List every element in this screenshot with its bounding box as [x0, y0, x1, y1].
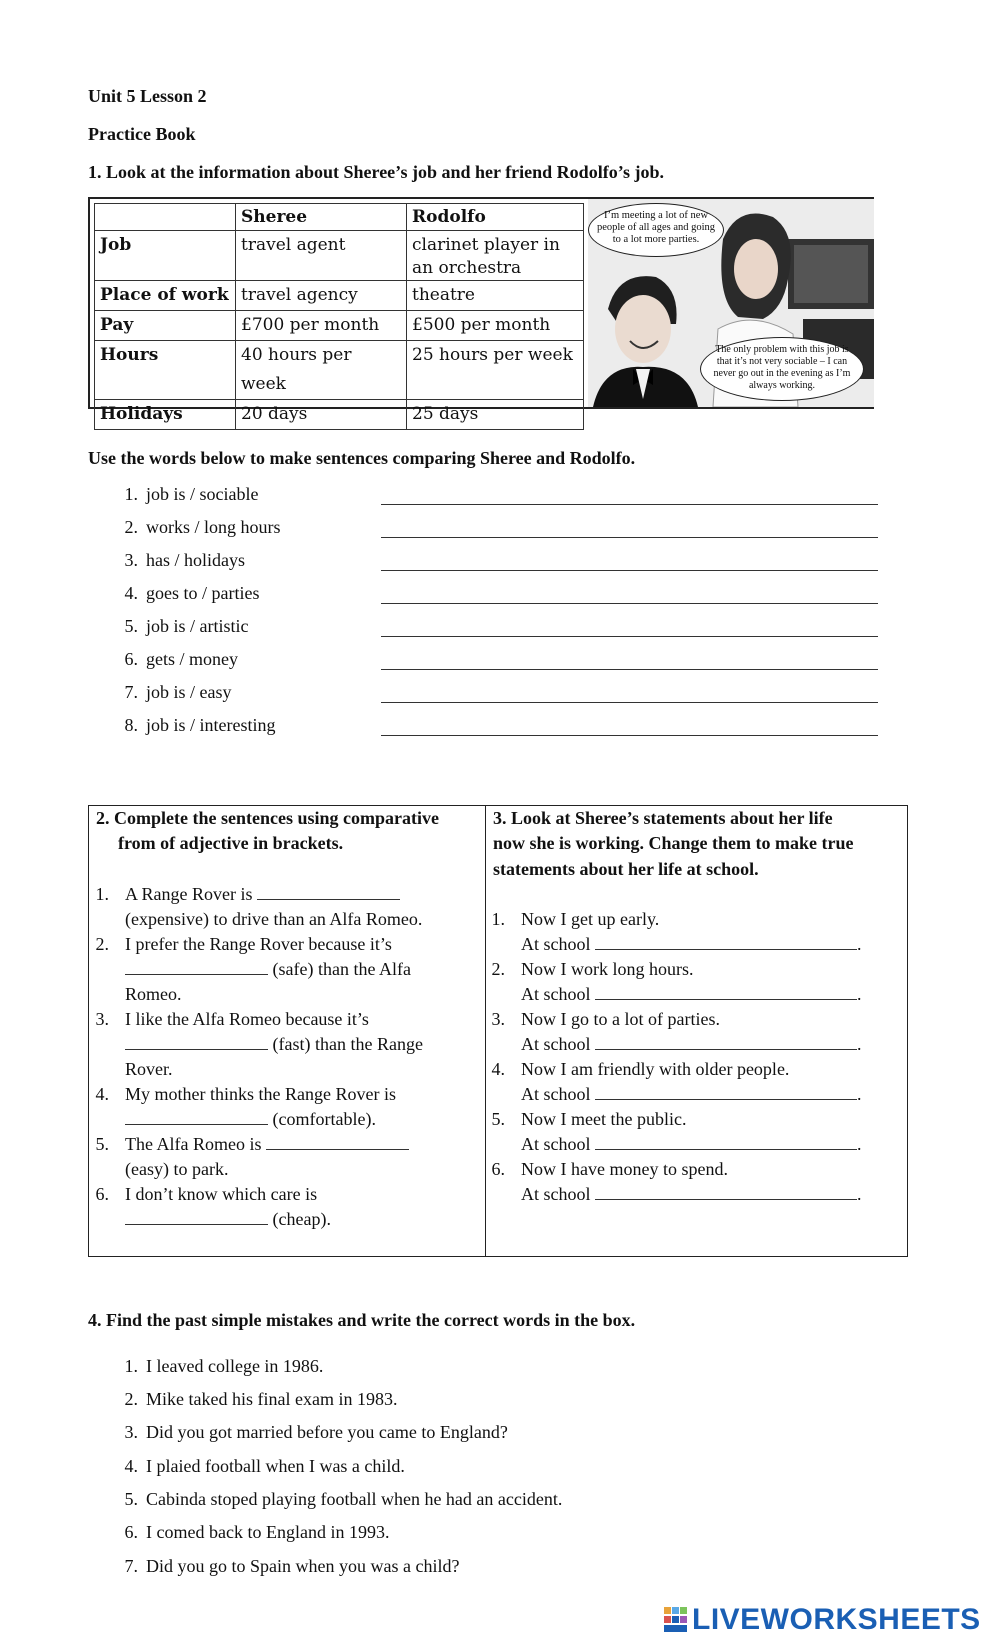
table-header-sheree: Sheree — [236, 204, 407, 231]
ex3-answer-row-2 — [521, 981, 862, 1007]
answer-blank[interactable] — [257, 899, 400, 900]
ex3-answer-row-6 — [521, 1181, 862, 1207]
logo-icon — [664, 1607, 688, 1633]
item-number: 4. — [124, 1456, 138, 1476]
item-number: 5. — [124, 1489, 138, 1509]
item-text: works / long hours — [146, 517, 281, 537]
job-table — [94, 203, 584, 430]
exercise3-title-3: statements about her life at school. — [493, 859, 759, 879]
list-item — [116, 616, 876, 642]
speech-bubble-rodolfo: The only problem with this job is that it’s not very sociable – I can never go out in the evening as I’m always working. — [700, 337, 864, 401]
table-header-rodolfo: Rodolfo — [407, 204, 584, 231]
at-school-label: At school — [521, 1084, 591, 1104]
logo-text: LIVEWORKSHEETS — [692, 1603, 981, 1636]
item-text: I leaved college in 1986. — [146, 1356, 324, 1376]
cell-rodolfo-place: theatre — [407, 281, 584, 311]
item-number: 6. — [124, 1522, 138, 1542]
answer-blank[interactable] — [595, 949, 857, 950]
people-photo — [588, 199, 874, 407]
exercise4-title: 4. Find the past simple mistakes and write the correct words in the box. — [88, 1310, 636, 1330]
item-number: 4. — [124, 583, 138, 603]
table-header-empty — [95, 204, 236, 231]
ex3-statement-1: Now I get up early. — [521, 909, 660, 929]
at-school-label: At school — [521, 934, 591, 954]
answer-line[interactable] — [381, 702, 878, 703]
answer-blank[interactable] — [595, 1099, 857, 1100]
item-text: Did you go to Spain when you was a child? — [146, 1556, 460, 1576]
item-number: 7. — [124, 682, 138, 702]
item-number: 5. — [124, 616, 138, 636]
ex2-line-4b — [125, 1106, 376, 1132]
item-number: 4. — [95, 1084, 109, 1104]
liveworksheets-logo[interactable] — [664, 1603, 981, 1637]
ex2-line-6b — [125, 1206, 331, 1232]
exercise3-title-1: 3. Look at Sheree’s statements about her life — [493, 808, 833, 828]
answer-blank[interactable] — [125, 1224, 268, 1225]
ex3-answer-row-3 — [521, 1031, 862, 1057]
ex3-answer-row-4 — [521, 1081, 862, 1107]
cell-rodolfo-hours: 25 hours per week — [407, 341, 584, 400]
at-school-label: At school — [521, 1184, 591, 1204]
item-number: 6. — [124, 649, 138, 669]
item-number: 7. — [124, 1556, 138, 1576]
exercise2-title-1: 2. Complete the sentences using comparative — [96, 808, 439, 828]
item-text: job is / interesting — [146, 715, 276, 735]
cell-sheree-place: travel agency — [236, 281, 407, 311]
ex2-line-2c: Romeo. — [125, 984, 182, 1004]
exercise3-title-2: now she is working. Change them to make true — [493, 833, 854, 853]
row-label-hours: Hours — [95, 341, 236, 400]
item-number: 5. — [95, 1134, 109, 1154]
ex3-statement-4: Now I am friendly with older people. — [521, 1059, 790, 1079]
answer-line[interactable] — [381, 669, 878, 670]
answer-line[interactable] — [381, 735, 878, 736]
item-text: (comfortable). — [272, 1109, 376, 1129]
exercise2-title-2: from of adjective in brackets. — [118, 833, 344, 853]
info-panel — [88, 197, 874, 424]
at-school-label: At school — [521, 1034, 591, 1054]
exercise3-column — [485, 806, 907, 1256]
item-number: 1. — [124, 484, 138, 504]
answer-blank[interactable] — [125, 1124, 268, 1125]
row-label-pay: Pay — [95, 311, 236, 341]
list-item — [116, 682, 876, 708]
item-number: 4. — [491, 1059, 505, 1079]
item-text: I plaied football when I was a child. — [146, 1456, 405, 1476]
item-number: 2. — [491, 959, 505, 979]
end-mark: . — [857, 984, 862, 1004]
exercise2-column — [89, 806, 486, 1256]
list-item — [116, 649, 876, 675]
item-text: The Alfa Romeo is — [125, 1134, 262, 1154]
cell-rodolfo-job — [407, 231, 584, 281]
list-item — [116, 583, 876, 609]
ex2-line-3b — [125, 1031, 423, 1057]
item-number: 3. — [491, 1009, 505, 1029]
list-item — [116, 715, 876, 741]
row-label-place: Place of work — [95, 281, 236, 311]
answer-blank[interactable] — [595, 999, 857, 1000]
unit-title: Unit 5 Lesson 2 — [88, 86, 207, 106]
ex2-line-5a — [125, 1131, 409, 1157]
answer-blank[interactable] — [595, 1199, 857, 1200]
item-text: Mike taked his final exam in 1983. — [146, 1389, 398, 1409]
ex2-line-5b: (easy) to park. — [125, 1159, 229, 1179]
answer-blank[interactable] — [125, 1049, 268, 1050]
ex2-line-2b — [125, 956, 411, 982]
end-mark: . — [857, 1134, 862, 1154]
item-number: 1. — [95, 884, 109, 904]
item-number: 1. — [491, 909, 505, 929]
item-number: 6. — [491, 1159, 505, 1179]
ex2-line-1b: (expensive) to drive than an Alfa Romeo. — [125, 909, 423, 929]
at-school-label: At school — [521, 1134, 591, 1154]
list-item — [116, 550, 876, 576]
book-title: Practice Book — [88, 124, 196, 144]
ex2-line-1a — [125, 881, 400, 907]
answer-line[interactable] — [381, 537, 878, 538]
item-number: 1. — [124, 1356, 138, 1376]
item-text: (safe) than the Alfa — [272, 959, 411, 979]
item-text: goes to / parties — [146, 583, 260, 603]
item-text: (cheap). — [272, 1209, 331, 1229]
end-mark: . — [857, 1184, 862, 1204]
item-text: job is / sociable — [146, 484, 259, 504]
ex2-line-3a: I like the Alfa Romeo because it’s — [125, 1009, 369, 1029]
item-number: 2. — [124, 1389, 138, 1409]
list-item — [116, 484, 876, 510]
ex3-statement-5: Now I meet the public. — [521, 1109, 687, 1129]
item-number: 5. — [491, 1109, 505, 1129]
ex2-line-4a: My mother thinks the Range Rover is — [125, 1084, 396, 1104]
exercise1-title: 1. Look at the information about Sheree’s job and her friend Rodolfo’s job. — [88, 162, 665, 182]
exercise1-instruction: Use the words below to make sentences comparing Sheree and Rodolfo. — [88, 448, 636, 468]
ex3-statement-6: Now I have money to spend. — [521, 1159, 728, 1179]
cell-rodolfo-job-2: an orchestra — [412, 258, 522, 278]
cell-sheree-job: travel agent — [236, 231, 407, 281]
row-label-job: Job — [95, 231, 236, 281]
speech-bubble-sheree: I’m meeting a lot of new people of all ages and going to a lot more parties. — [588, 203, 724, 257]
item-text: has / holidays — [146, 550, 245, 570]
ex3-answer-row-1 — [521, 931, 862, 957]
ex2-line-3c: Rover. — [125, 1059, 173, 1079]
item-text: Cabinda stoped playing football when he had an accident. — [146, 1489, 563, 1509]
item-number: 8. — [124, 715, 138, 735]
end-mark: . — [857, 934, 862, 954]
answer-blank[interactable] — [595, 1049, 857, 1050]
cell-rodolfo-job-1: clarinet player in — [412, 235, 560, 255]
item-text: A Range Rover is — [125, 884, 253, 904]
item-text: Did you got married before you came to England? — [146, 1422, 508, 1442]
ex3-statement-3: Now I go to a lot of parties. — [521, 1009, 720, 1029]
end-mark: . — [857, 1034, 862, 1054]
at-school-label: At school — [521, 984, 591, 1004]
item-number: 2. — [124, 517, 138, 537]
end-mark: . — [857, 1084, 862, 1104]
answer-line[interactable] — [381, 603, 878, 604]
item-number: 6. — [95, 1184, 109, 1204]
cell-rodolfo-pay: £500 per month — [407, 311, 584, 341]
item-number: 3. — [124, 1422, 138, 1442]
cell-sheree-holidays: 20 days — [236, 400, 407, 430]
answer-line[interactable] — [381, 570, 878, 571]
answer-blank[interactable] — [595, 1149, 857, 1150]
cell-sheree-hours: 40 hours per week — [236, 341, 407, 400]
item-number: 3. — [124, 550, 138, 570]
item-text: I comed back to England in 1993. — [146, 1522, 390, 1542]
list-item — [116, 517, 876, 543]
ex3-answer-row-5 — [521, 1131, 862, 1157]
answer-blank[interactable] — [266, 1149, 409, 1150]
answer-line[interactable] — [381, 504, 878, 505]
answer-blank[interactable] — [125, 974, 268, 975]
ex2-line-6a: I don’t know which care is — [125, 1184, 318, 1204]
cell-rodolfo-holidays: 25 days — [407, 400, 584, 430]
exercise-2-3-box — [88, 805, 908, 1257]
item-text: gets / money — [146, 649, 238, 669]
cell-sheree-pay: £700 per month — [236, 311, 407, 341]
item-number: 2. — [95, 934, 109, 954]
ex3-statement-2: Now I work long hours. — [521, 959, 694, 979]
ex2-line-2a: I prefer the Range Rover because it’s — [125, 934, 392, 954]
row-label-holidays: Holidays — [95, 400, 236, 430]
item-text: job is / easy — [146, 682, 232, 702]
item-number: 3. — [95, 1009, 109, 1029]
item-text: (fast) than the Range — [272, 1034, 423, 1054]
item-text: job is / artistic — [146, 616, 249, 636]
answer-line[interactable] — [381, 636, 878, 637]
